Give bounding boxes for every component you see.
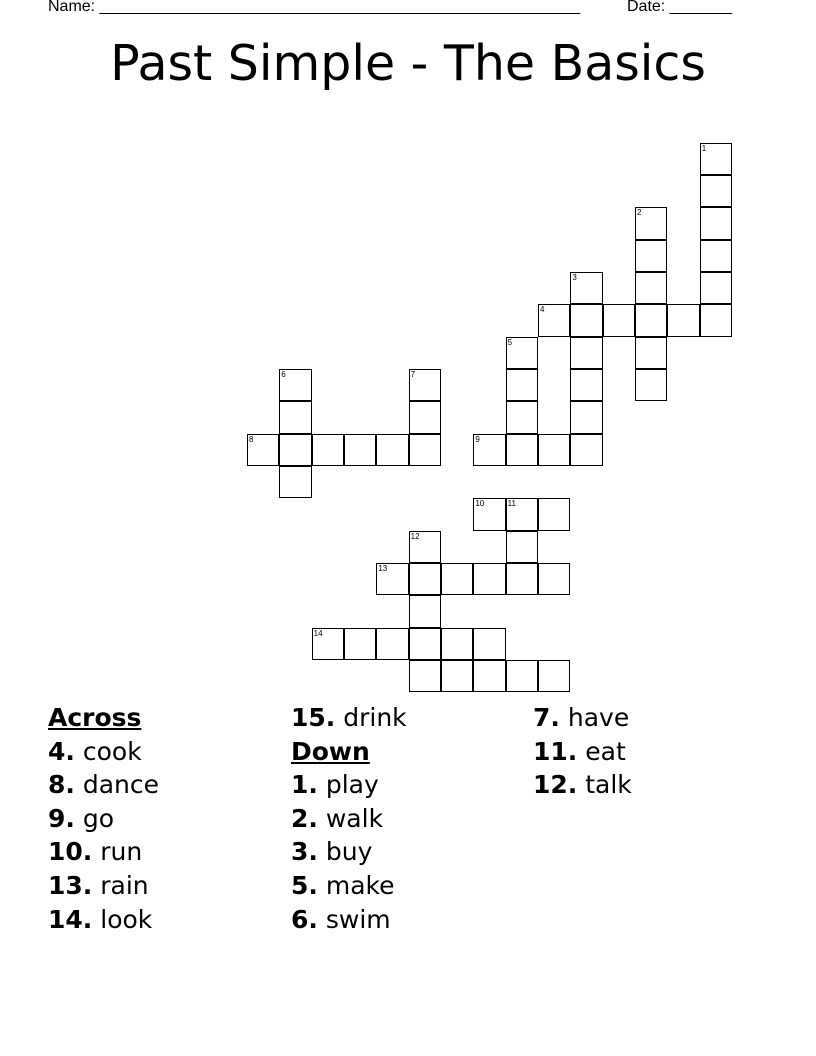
- clue-number-label: 14: [313, 628, 323, 638]
- clue-number: 14.: [48, 904, 93, 934]
- grid-cell[interactable]: [409, 628, 441, 660]
- clue-column-1: [48, 701, 159, 936]
- page-title: Past Simple - The Basics: [110, 35, 706, 92]
- grid-cell[interactable]: [376, 563, 408, 595]
- grid-cell[interactable]: [312, 628, 344, 660]
- grid-cell[interactable]: [409, 401, 441, 433]
- clue-text: cook: [74, 736, 142, 766]
- clue-item: [291, 869, 407, 903]
- grid-cell[interactable]: [376, 434, 408, 466]
- grid-cell[interactable]: [570, 401, 602, 433]
- grid-cell[interactable]: [473, 628, 505, 660]
- clue-text: look: [92, 904, 153, 934]
- grid-cell[interactable]: [409, 595, 441, 627]
- grid-cell[interactable]: [635, 304, 667, 336]
- grid-cell[interactable]: [635, 369, 667, 401]
- clue-text: make: [317, 870, 395, 900]
- grid-cell[interactable]: [635, 240, 667, 272]
- grid-cell[interactable]: [538, 660, 570, 692]
- grid-cell[interactable]: [538, 498, 570, 530]
- clue-number: 6.: [291, 904, 318, 934]
- grid-cell[interactable]: [570, 304, 602, 336]
- clue-item: [48, 835, 159, 869]
- clue-number: 2.: [291, 803, 318, 833]
- grid-cell[interactable]: [376, 628, 408, 660]
- clue-text: run: [92, 837, 143, 867]
- clue-number: 9.: [48, 803, 75, 833]
- clue-number-label: 12: [410, 531, 420, 541]
- grid-cell[interactable]: [279, 434, 311, 466]
- grid-cell[interactable]: [441, 628, 473, 660]
- grid-cell[interactable]: [473, 434, 505, 466]
- grid-cell[interactable]: [409, 369, 441, 401]
- clue-text: walk: [317, 803, 384, 833]
- clue-number: 5.: [291, 870, 318, 900]
- grid-cell[interactable]: [409, 531, 441, 563]
- clue-number-label: 2: [637, 208, 642, 218]
- grid-cell[interactable]: [538, 434, 570, 466]
- clue-number-label: 13: [378, 563, 388, 573]
- grid-cell[interactable]: [570, 272, 602, 304]
- clue-number-label: 6: [281, 369, 286, 379]
- clue-column-3: [533, 701, 632, 802]
- grid-cell[interactable]: [279, 466, 311, 498]
- grid-cell[interactable]: [700, 175, 732, 207]
- grid-cell[interactable]: [312, 434, 344, 466]
- clue-heading: Down: [291, 736, 370, 766]
- grid-cell[interactable]: [247, 434, 279, 466]
- date-field: Date: _______: [627, 0, 732, 15]
- grid-cell[interactable]: [635, 272, 667, 304]
- clue-number: 7.: [533, 703, 560, 732]
- grid-cell[interactable]: [473, 660, 505, 692]
- grid-cell[interactable]: [506, 369, 538, 401]
- clue-text: rain: [92, 870, 149, 900]
- grid-cell[interactable]: [473, 498, 505, 530]
- clue-number-label: 5: [507, 337, 513, 347]
- grid-cell[interactable]: [344, 434, 376, 466]
- clue-item: [533, 768, 632, 802]
- grid-cell[interactable]: [700, 143, 732, 175]
- grid-cell[interactable]: [538, 304, 570, 336]
- clue-number: 15.: [291, 703, 336, 732]
- grid-cell[interactable]: [700, 240, 732, 272]
- clue-text: drink: [335, 703, 407, 732]
- clue-number: 11.: [533, 736, 578, 766]
- clue-item: [291, 835, 407, 869]
- grid-cell[interactable]: [506, 531, 538, 563]
- clue-number-label: 7: [410, 369, 416, 379]
- grid-cell[interactable]: [279, 369, 311, 401]
- grid-cell[interactable]: [506, 563, 538, 595]
- clue-item: [48, 735, 159, 769]
- grid-cell[interactable]: [506, 434, 538, 466]
- grid-cell[interactable]: [506, 660, 538, 692]
- clue-item: [533, 735, 632, 769]
- grid-cell[interactable]: [409, 660, 441, 692]
- grid-cell[interactable]: [538, 563, 570, 595]
- clue-number-label: 8: [248, 434, 254, 444]
- clue-number: 8.: [48, 770, 75, 800]
- grid-cell[interactable]: [570, 369, 602, 401]
- clue-column-2: [291, 701, 407, 936]
- clue-number: 4.: [48, 736, 75, 766]
- grid-cell[interactable]: [603, 304, 635, 336]
- clue-number: 1.: [291, 770, 318, 800]
- clue-number-label: 4: [540, 305, 545, 315]
- grid-cell[interactable]: [700, 272, 732, 304]
- grid-cell[interactable]: [635, 337, 667, 369]
- clue-item: [48, 903, 159, 937]
- clue-item: [291, 903, 407, 937]
- clue-item: [48, 768, 159, 802]
- grid-cell[interactable]: [441, 660, 473, 692]
- grid-cell[interactable]: [344, 628, 376, 660]
- clue-number: 13.: [48, 870, 93, 900]
- clue-text: go: [74, 803, 115, 833]
- clue-text: talk: [577, 770, 632, 800]
- clue-item: [48, 802, 159, 836]
- clue-number-label: 10: [475, 499, 485, 509]
- grid-cell[interactable]: [667, 304, 699, 336]
- clue-text: eat: [577, 736, 626, 766]
- clue-item: [533, 701, 632, 735]
- clue-item: [48, 869, 159, 903]
- name-field: Name: ______________________________________________________: [48, 0, 581, 15]
- clue-number: 12.: [533, 770, 578, 800]
- grid-cell[interactable]: [409, 434, 441, 466]
- grid-cell[interactable]: [570, 434, 602, 466]
- clue-item: [291, 701, 407, 735]
- grid-cell[interactable]: [506, 337, 538, 369]
- grid-cell[interactable]: [570, 337, 602, 369]
- clue-number-label: 1: [701, 143, 707, 153]
- grid-cell[interactable]: [700, 304, 732, 336]
- clue-text: play: [317, 770, 379, 800]
- clue-item: [291, 802, 407, 836]
- grid-cell[interactable]: [409, 563, 441, 595]
- clue-number: 3.: [291, 837, 318, 867]
- clue-text: have: [559, 703, 630, 732]
- grid-cell[interactable]: [506, 401, 538, 433]
- grid-cell[interactable]: [700, 207, 732, 239]
- clue-text: buy: [317, 837, 373, 867]
- grid-cell[interactable]: [506, 498, 538, 530]
- grid-cell[interactable]: [473, 563, 505, 595]
- clue-number: 10.: [48, 837, 93, 867]
- clue-item: [291, 768, 407, 802]
- clue-number-label: 11: [507, 499, 516, 509]
- clue-text: swim: [317, 904, 391, 934]
- grid-cell[interactable]: [635, 207, 667, 239]
- clue-heading: Across: [48, 703, 142, 732]
- clue-number-label: 9: [475, 434, 480, 444]
- clue-number-label: 3: [572, 272, 577, 282]
- grid-cell[interactable]: [279, 401, 311, 433]
- clue-text: dance: [74, 770, 160, 800]
- grid-cell[interactable]: [441, 563, 473, 595]
